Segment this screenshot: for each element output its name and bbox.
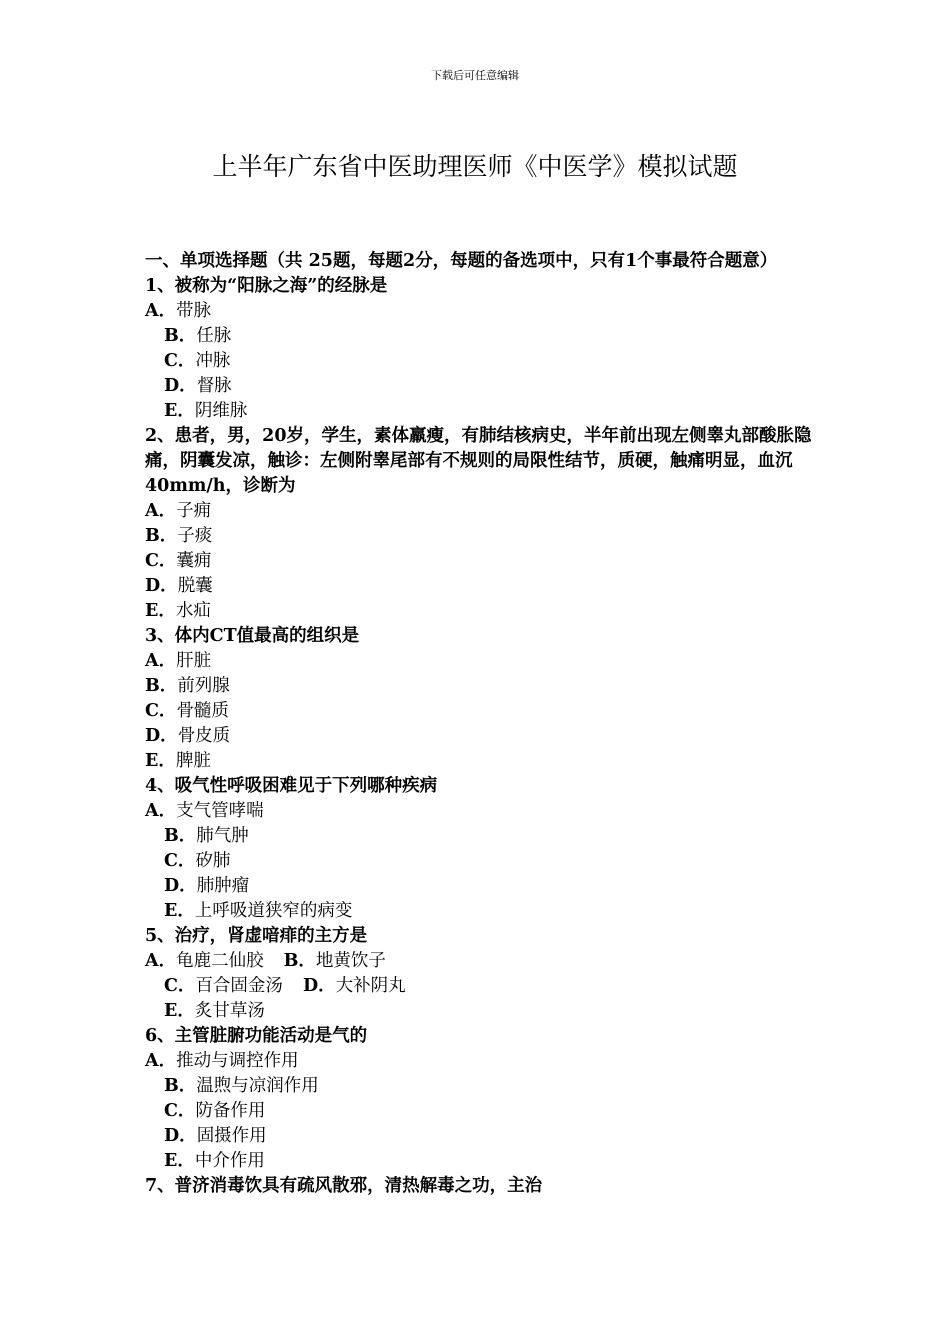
option-text: 肺气肿 — [196, 826, 249, 846]
question-4-stem: 4、吸气性呼吸困难见于下列哪种疾病 — [145, 776, 438, 796]
option-letter: C． — [145, 551, 177, 571]
option-text: 上呼吸道狭窄的病变 — [194, 901, 353, 921]
question-4-option-b — [145, 824, 815, 849]
question-6-option-e — [145, 1149, 815, 1174]
option-text: 推动与调控作用 — [176, 1051, 299, 1071]
option-text: 中介作用 — [194, 1151, 265, 1171]
question-5-options-ab — [145, 949, 815, 974]
option-text: 支气管哮喘 — [176, 801, 264, 821]
option-text: 固摄作用 — [196, 1126, 267, 1146]
question-4-option-c — [145, 849, 815, 874]
question-4-option-a — [145, 799, 815, 824]
option-text: 子痰 — [177, 526, 213, 546]
option-letter: B． — [164, 326, 197, 346]
question-2-option-b — [145, 524, 815, 549]
option-letter: A． — [145, 301, 177, 321]
question-1-stem: 1、被称为“阳脉之海”的经脉是 — [145, 276, 388, 296]
question-7-stem: 7、普济消毒饮具有疏风散邪，清热解毒之功，主治 — [145, 1176, 543, 1196]
question-6-stem: 6、主管脏腑功能活动是气的 — [145, 1026, 368, 1046]
option-letter: C． — [164, 351, 196, 371]
option-text: 龟鹿二仙胶 — [176, 951, 264, 971]
option-letter: D． — [164, 876, 197, 896]
option-letter: C． — [145, 701, 177, 721]
option-text: 骨髓质 — [176, 701, 229, 721]
option-letter: E． — [164, 1151, 195, 1171]
option-text: 温煦与凉润作用 — [196, 1076, 319, 1096]
question-2-option-d — [145, 574, 815, 599]
option-letter: A． — [145, 501, 177, 521]
option-text: 带脉 — [176, 301, 212, 321]
question-6-option-c — [145, 1099, 815, 1124]
option-letter: C． — [164, 851, 196, 871]
option-letter: A． — [145, 801, 177, 821]
option-text: 炙甘草汤 — [194, 1001, 265, 1021]
question-2-option-c — [145, 549, 815, 574]
question-5-stem: 5、治疗，肾虚喑痱的主方是 — [145, 926, 368, 946]
option-letter: D． — [145, 726, 178, 746]
option-letter: D． — [302, 976, 336, 996]
question-5-options-cd — [145, 974, 815, 999]
question-3-option-c — [145, 699, 815, 724]
option-letter: D． — [164, 376, 197, 396]
option-letter: A． — [145, 1051, 177, 1071]
option-letter: B． — [145, 526, 178, 546]
option-text: 囊痈 — [176, 551, 212, 571]
option-text: 任脉 — [196, 326, 232, 346]
option-text: 肝脏 — [176, 651, 212, 671]
option-letter: A． — [145, 651, 177, 671]
option-letter: E． — [164, 1001, 195, 1021]
question-1-option-e — [145, 399, 815, 424]
option-text: 子痈 — [176, 501, 212, 521]
question-2-option-e — [145, 599, 815, 624]
option-text: 脾脏 — [175, 751, 211, 771]
option-letter: E． — [145, 751, 176, 771]
option-letter: E． — [164, 901, 195, 921]
header-note: 下载后可任意编辑 — [431, 69, 519, 82]
option-text: 肺肿瘤 — [196, 876, 250, 896]
question-3-stem: 3、体内CT值最高的组织是 — [145, 626, 360, 646]
option-letter: B． — [283, 951, 316, 971]
option-text: 阴维脉 — [194, 401, 248, 421]
question-1-option-b — [145, 324, 815, 349]
option-text: 冲脉 — [195, 351, 231, 371]
option-letter: D． — [164, 1126, 197, 1146]
question-3-option-a — [145, 649, 815, 674]
question-5-option-e — [145, 999, 815, 1024]
option-letter: A． — [145, 951, 177, 971]
option-letter: C． — [164, 976, 196, 996]
question-4-option-d — [145, 874, 815, 899]
option-letter: C． — [164, 1101, 196, 1121]
option-text: 督脉 — [196, 376, 232, 396]
question-list — [145, 249, 815, 1199]
option-text: 防备作用 — [195, 1101, 266, 1121]
question-2-stem: 2、患者，男，20岁，学生，素体羸瘦，有肺结核病史，半年前出现左侧睾丸部酸胀隐痛，阴囊发凉，触诊：左侧附睾尾部有不规则的局限性结节，质硬，触痛明显，血沉40mm/h，诊断为 — [145, 426, 812, 496]
section-heading: 一、单项选择题（共 25题，每题2分，每题的备选项中，只有1个事最符合题意） — [145, 251, 778, 271]
question-2-option-a — [145, 499, 815, 524]
question-4-option-e — [145, 899, 815, 924]
option-letter: D． — [145, 576, 178, 596]
option-text: 地黄饮子 — [315, 951, 386, 971]
option-text: 百合固金汤 — [195, 976, 283, 996]
question-3-option-d — [145, 724, 815, 749]
option-letter: B． — [164, 1076, 197, 1096]
question-6-option-a — [145, 1049, 815, 1074]
page-title: 上半年广东省中医助理医师《中医学》模拟试题 — [212, 152, 738, 181]
question-1-option-d — [145, 374, 815, 399]
question-3-option-b — [145, 674, 815, 699]
question-6-option-b — [145, 1074, 815, 1099]
option-letter: E． — [145, 601, 176, 621]
option-text: 骨皮质 — [177, 726, 231, 746]
question-6-option-d — [145, 1124, 815, 1149]
option-letter: B． — [164, 826, 197, 846]
option-text: 大补阴丸 — [335, 976, 406, 996]
question-1-option-c — [145, 349, 815, 374]
question-3-option-e — [145, 749, 815, 774]
option-letter: E． — [164, 401, 195, 421]
option-text: 前列腺 — [177, 676, 230, 696]
option-text: 矽肺 — [195, 851, 231, 871]
option-text: 脱囊 — [177, 576, 213, 596]
option-text: 水疝 — [175, 601, 211, 621]
question-1-option-a — [145, 299, 815, 324]
option-letter: B． — [145, 676, 178, 696]
